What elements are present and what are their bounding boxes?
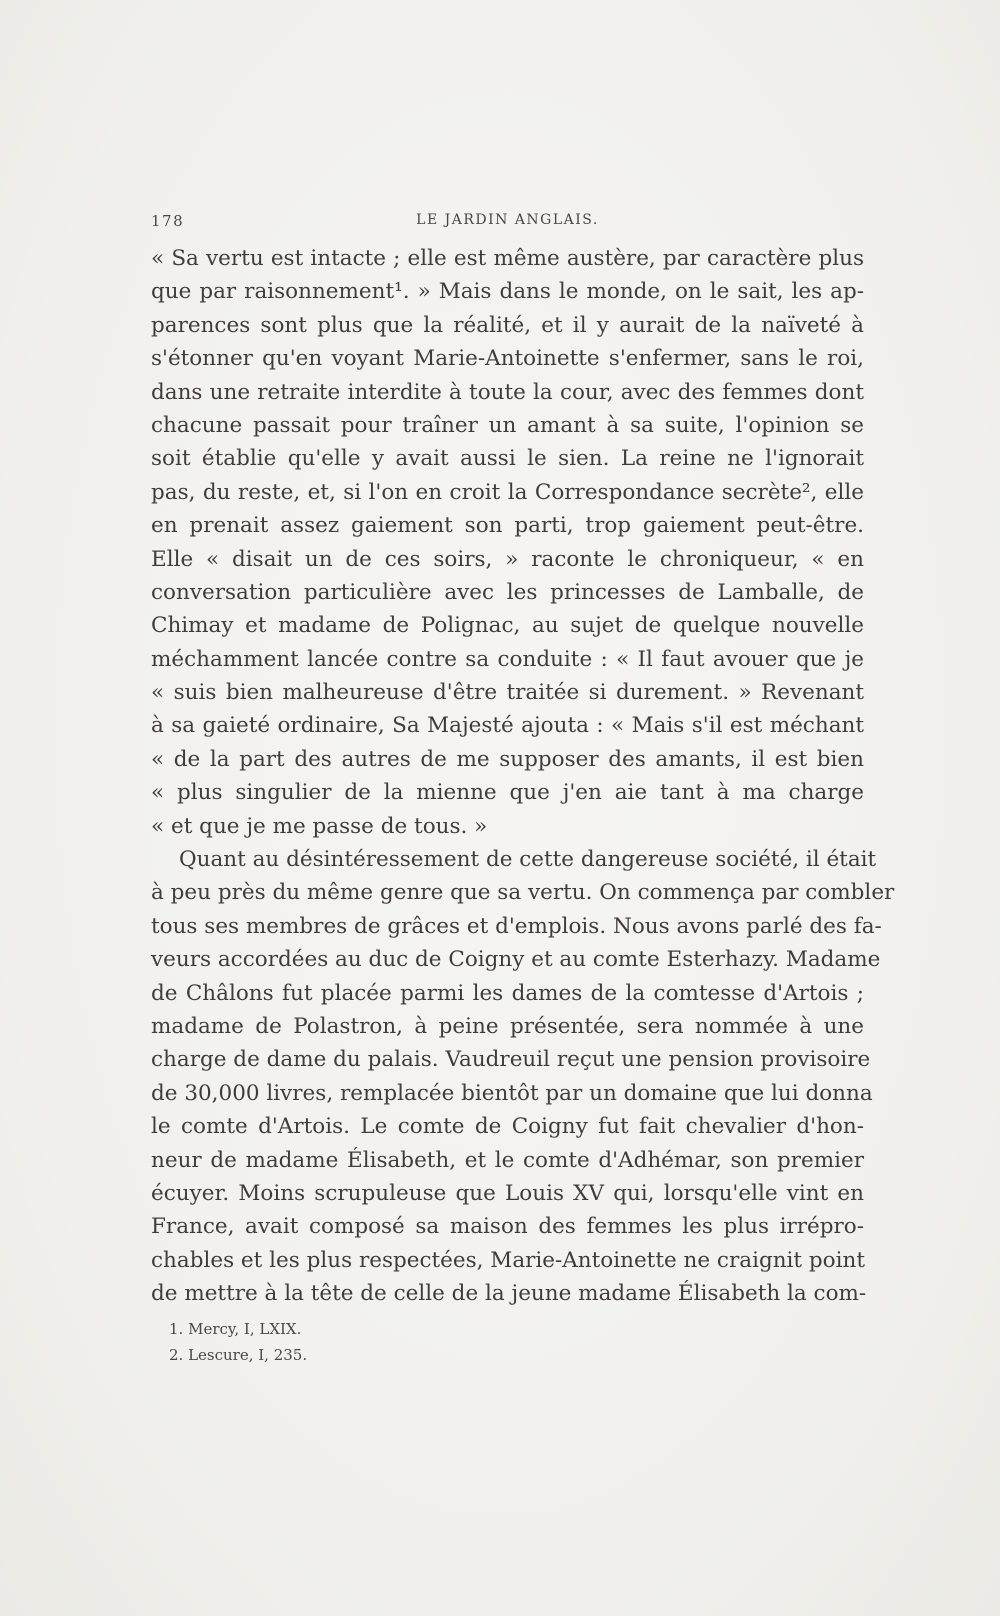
text-line: France, avait composé sa maison des femmes les plus irrépro-	[151, 1214, 864, 1240]
text-line: méchamment lancée contre sa conduite : « Il faut avouer que je	[151, 646, 864, 672]
text-line: « Sa vertu est intacte ; elle est même austère, par caractère plus	[151, 246, 864, 271]
text-line: à peu près du même genre que sa vertu. On commença par combler	[151, 880, 895, 906]
text-line: dans une retraite interdite à toute la cour, avec des femmes dont	[151, 379, 864, 405]
page-number: 178	[151, 212, 185, 230]
text-line: de 30,000 livres, remplacée bientôt par un domaine que lui donna	[151, 1080, 873, 1106]
text-line: veurs accordées au duc de Coigny et au comte Esterhazy. Madame	[151, 947, 881, 973]
text-line: Chimay et madame de Polignac, au sujet de quelque nouvelle	[151, 613, 864, 639]
footnote: 2. Lescure, I, 235.	[169, 1346, 308, 1364]
text-line: en prenait assez gaiement son parti, trop gaiement peut-être.	[151, 513, 864, 539]
footnotes	[169, 1316, 307, 1368]
text-line: Elle « disait un de ces soirs, » raconte le chroniqueur, « en	[151, 546, 864, 572]
text-line: charge de dame du palais. Vaudreuil reçut une pension provisoire	[151, 1047, 871, 1073]
text-line: de mettre à la tête de celle de la jeune madame Élisabeth la com-	[151, 1281, 867, 1307]
text-line: que par raisonnement¹. » Mais dans le monde, on le sait, les ap-	[151, 279, 864, 305]
text-line: « de la part des autres de me supposer des amants, il est bien	[151, 746, 864, 772]
text-line: « et que je me passe de tous. »	[151, 813, 488, 839]
text-line: le comte d'Artois. Le comte de Coigny fut fait chevalier d'hon-	[151, 1114, 864, 1140]
running-head	[151, 212, 864, 242]
footnote: 1. Mercy, I, LXIX.	[169, 1320, 302, 1338]
text-line: Quant au désintéressement de cette dangereuse société, il était	[179, 847, 877, 873]
text-line: « suis bien malheureuse d'être traitée si durement. » Revenant	[151, 680, 864, 706]
text-block	[151, 212, 895, 1311]
text-line: conversation particulière avec les princesses de Lamballe, de	[151, 579, 864, 605]
text-line: neur de madame Élisabeth, et le comte d'Adhémar, son premier	[151, 1147, 864, 1173]
text-line: à sa gaieté ordinaire, Sa Majesté ajouta : « Mais s'il est méchant	[151, 713, 864, 739]
text-line: pas, du reste, et, si l'on en croit la Correspondance secrète², elle	[151, 479, 864, 505]
text-line: s'étonner qu'en voyant Marie-Antoinette s'enfermer, sans le roi,	[151, 346, 864, 372]
text-line: parences sont plus que la réalité, et il y aurait de la naïveté à	[151, 312, 864, 338]
text-line: chables et les plus respectées, Marie-Antoinette ne craignit point	[151, 1247, 865, 1273]
running-title: LE JARDIN ANGLAIS.	[416, 212, 599, 228]
text-line: tous ses membres de grâces et d'emplois. Nous avons parlé des fa-	[151, 913, 882, 939]
text-line: soit établie qu'elle y avait aussi le sien. La reine ne l'ignorait	[151, 446, 864, 472]
text-line: « plus singulier de la mienne que j'en aie tant à ma charge	[151, 780, 864, 806]
text-line: madame de Polastron, à peine présentée, sera nommée à une	[151, 1013, 864, 1039]
text-line: écuyer. Moins scrupuleuse que Louis XV qui, lorsqu'elle vint en	[151, 1180, 864, 1206]
text-line: de Châlons fut placée parmi les dames de la comtesse d'Artois ;	[151, 980, 864, 1006]
body-text	[151, 242, 895, 1311]
text-line: chacune passait pour traîner un amant à sa suite, l'opinion se	[151, 412, 864, 438]
